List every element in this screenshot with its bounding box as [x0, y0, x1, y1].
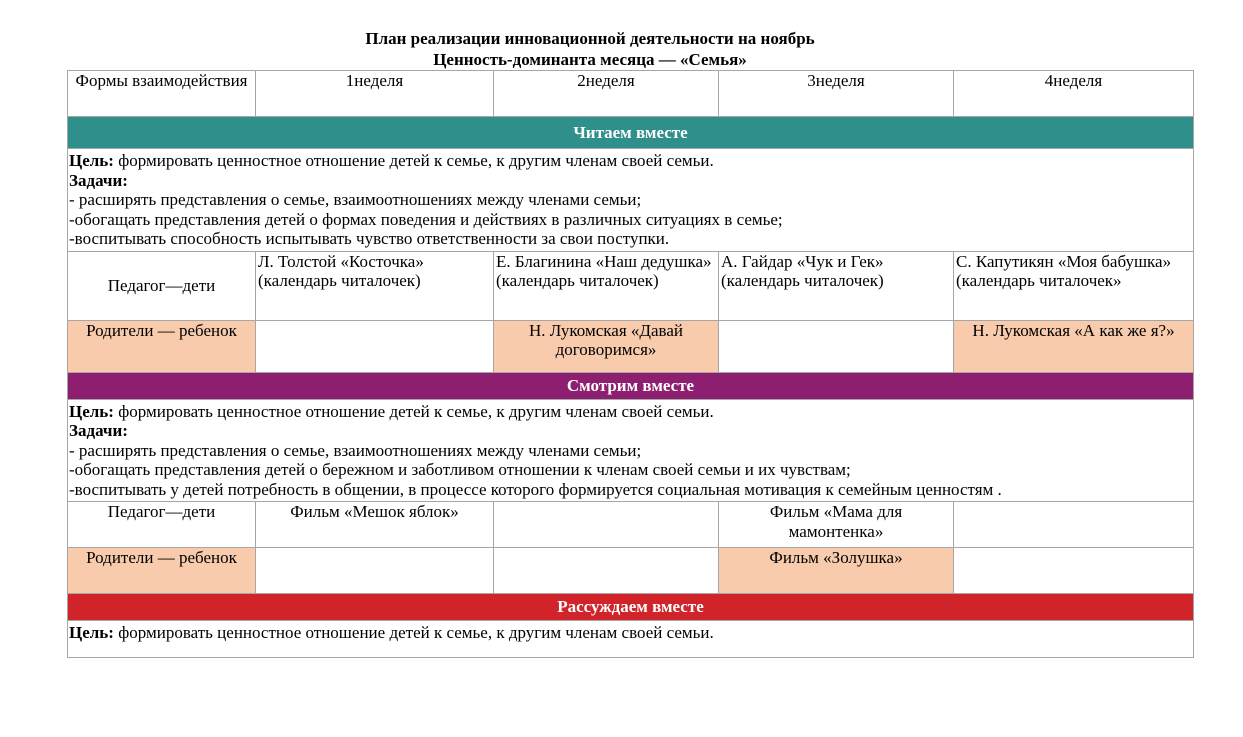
- goal-row: [68, 149, 1194, 252]
- cell: С. Капутикян «Моя бабушка» (календарь читалочек»: [954, 251, 1194, 320]
- section-title: Смотрим вместе: [68, 372, 1194, 399]
- header-row: [68, 71, 1194, 117]
- section-title: Читаем вместе: [68, 117, 1194, 149]
- cell: [256, 548, 494, 594]
- goal-row: [68, 621, 1194, 658]
- teacher-row: [68, 502, 1194, 548]
- cell: [256, 320, 494, 372]
- section-band: [68, 594, 1194, 621]
- cell: [719, 320, 954, 372]
- teacher-row: [68, 251, 1194, 320]
- header-cell: 3неделя: [719, 71, 954, 117]
- tasks-label: Задачи:: [69, 170, 128, 190]
- task-item: -обогащать представления детей о бережном и заботливом отношении к членам своей семьи и их чувствам;: [69, 460, 851, 479]
- goal-text: формировать ценностное отношение детей к семье, к другим членам своей семьи.: [113, 623, 714, 642]
- cell: Фильм «Золушка»: [719, 548, 954, 594]
- goal-row: [68, 399, 1194, 502]
- goal-label: Цель:: [69, 401, 114, 421]
- parent-row: [68, 548, 1194, 594]
- row-label: Педагог—дети: [68, 251, 256, 320]
- task-item: -воспитывать способность испытывать чувство ответственности за свои поступки.: [69, 229, 670, 248]
- cell: Фильм «Мешок яблок»: [256, 502, 494, 548]
- tasks-label: Задачи:: [69, 421, 128, 440]
- cell: Е. Благинина «Наш дедушка» (календарь читалочек): [494, 251, 719, 320]
- document-subtitle: Ценность-доминанта месяца — «Семья»: [433, 50, 747, 69]
- task-item: - расширять представления о семье, взаимоотношениях между членами семьи;: [69, 440, 642, 460]
- goal-label: Цель:: [69, 151, 114, 170]
- header-cell: Формы взаимодействия: [68, 71, 256, 117]
- document-title: План реализации инновационной деятельности на ноябрь: [365, 29, 815, 48]
- cell: [494, 548, 719, 594]
- goal-text: формировать ценностное отношение детей к семье, к другим членам своей семьи.: [113, 401, 714, 421]
- goal-text: формировать ценностное отношение детей к семье, к другим членам своей семьи.: [113, 151, 714, 170]
- header-cell: 2неделя: [494, 71, 719, 117]
- section-band: [68, 372, 1194, 399]
- row-label: Родители — ребенок: [68, 320, 256, 372]
- parent-row: [68, 320, 1194, 372]
- plan-table: [67, 70, 1194, 658]
- section-band: [68, 117, 1194, 149]
- header-cell: 4неделя: [954, 71, 1194, 117]
- task-item: - расширять представления о семье, взаимоотношениях между членами семьи;: [69, 190, 642, 209]
- cell: Л. Толстой «Косточка» (календарь читалочек): [256, 251, 494, 320]
- row-label: Педагог—дети: [68, 502, 256, 548]
- row-label: Родители — ребенок: [68, 548, 256, 594]
- cell: Н. Лукомская «А как же я?»: [954, 320, 1194, 372]
- cell: Фильм «Мама для мамонтенка»: [719, 502, 954, 548]
- cell: [494, 502, 719, 548]
- cell: [954, 548, 1194, 594]
- cell: Н. Лукомская «Давай договоримся»: [494, 320, 719, 372]
- task-item: -обогащать представления детей о формах поведения и действиях в различных ситуациях в семье;: [69, 209, 783, 229]
- section-title: Рассуждаем вместе: [68, 594, 1194, 621]
- cell: [954, 502, 1194, 548]
- cell: А. Гайдар «Чук и Гек» (календарь читалочек): [719, 251, 954, 320]
- goal-label: Цель:: [69, 623, 114, 642]
- task-item: -воспитывать у детей потребность в общении, в процессе которого формируется социальная мотивация к семейным ценностям .: [69, 479, 1002, 499]
- header-cell: 1неделя: [256, 71, 494, 117]
